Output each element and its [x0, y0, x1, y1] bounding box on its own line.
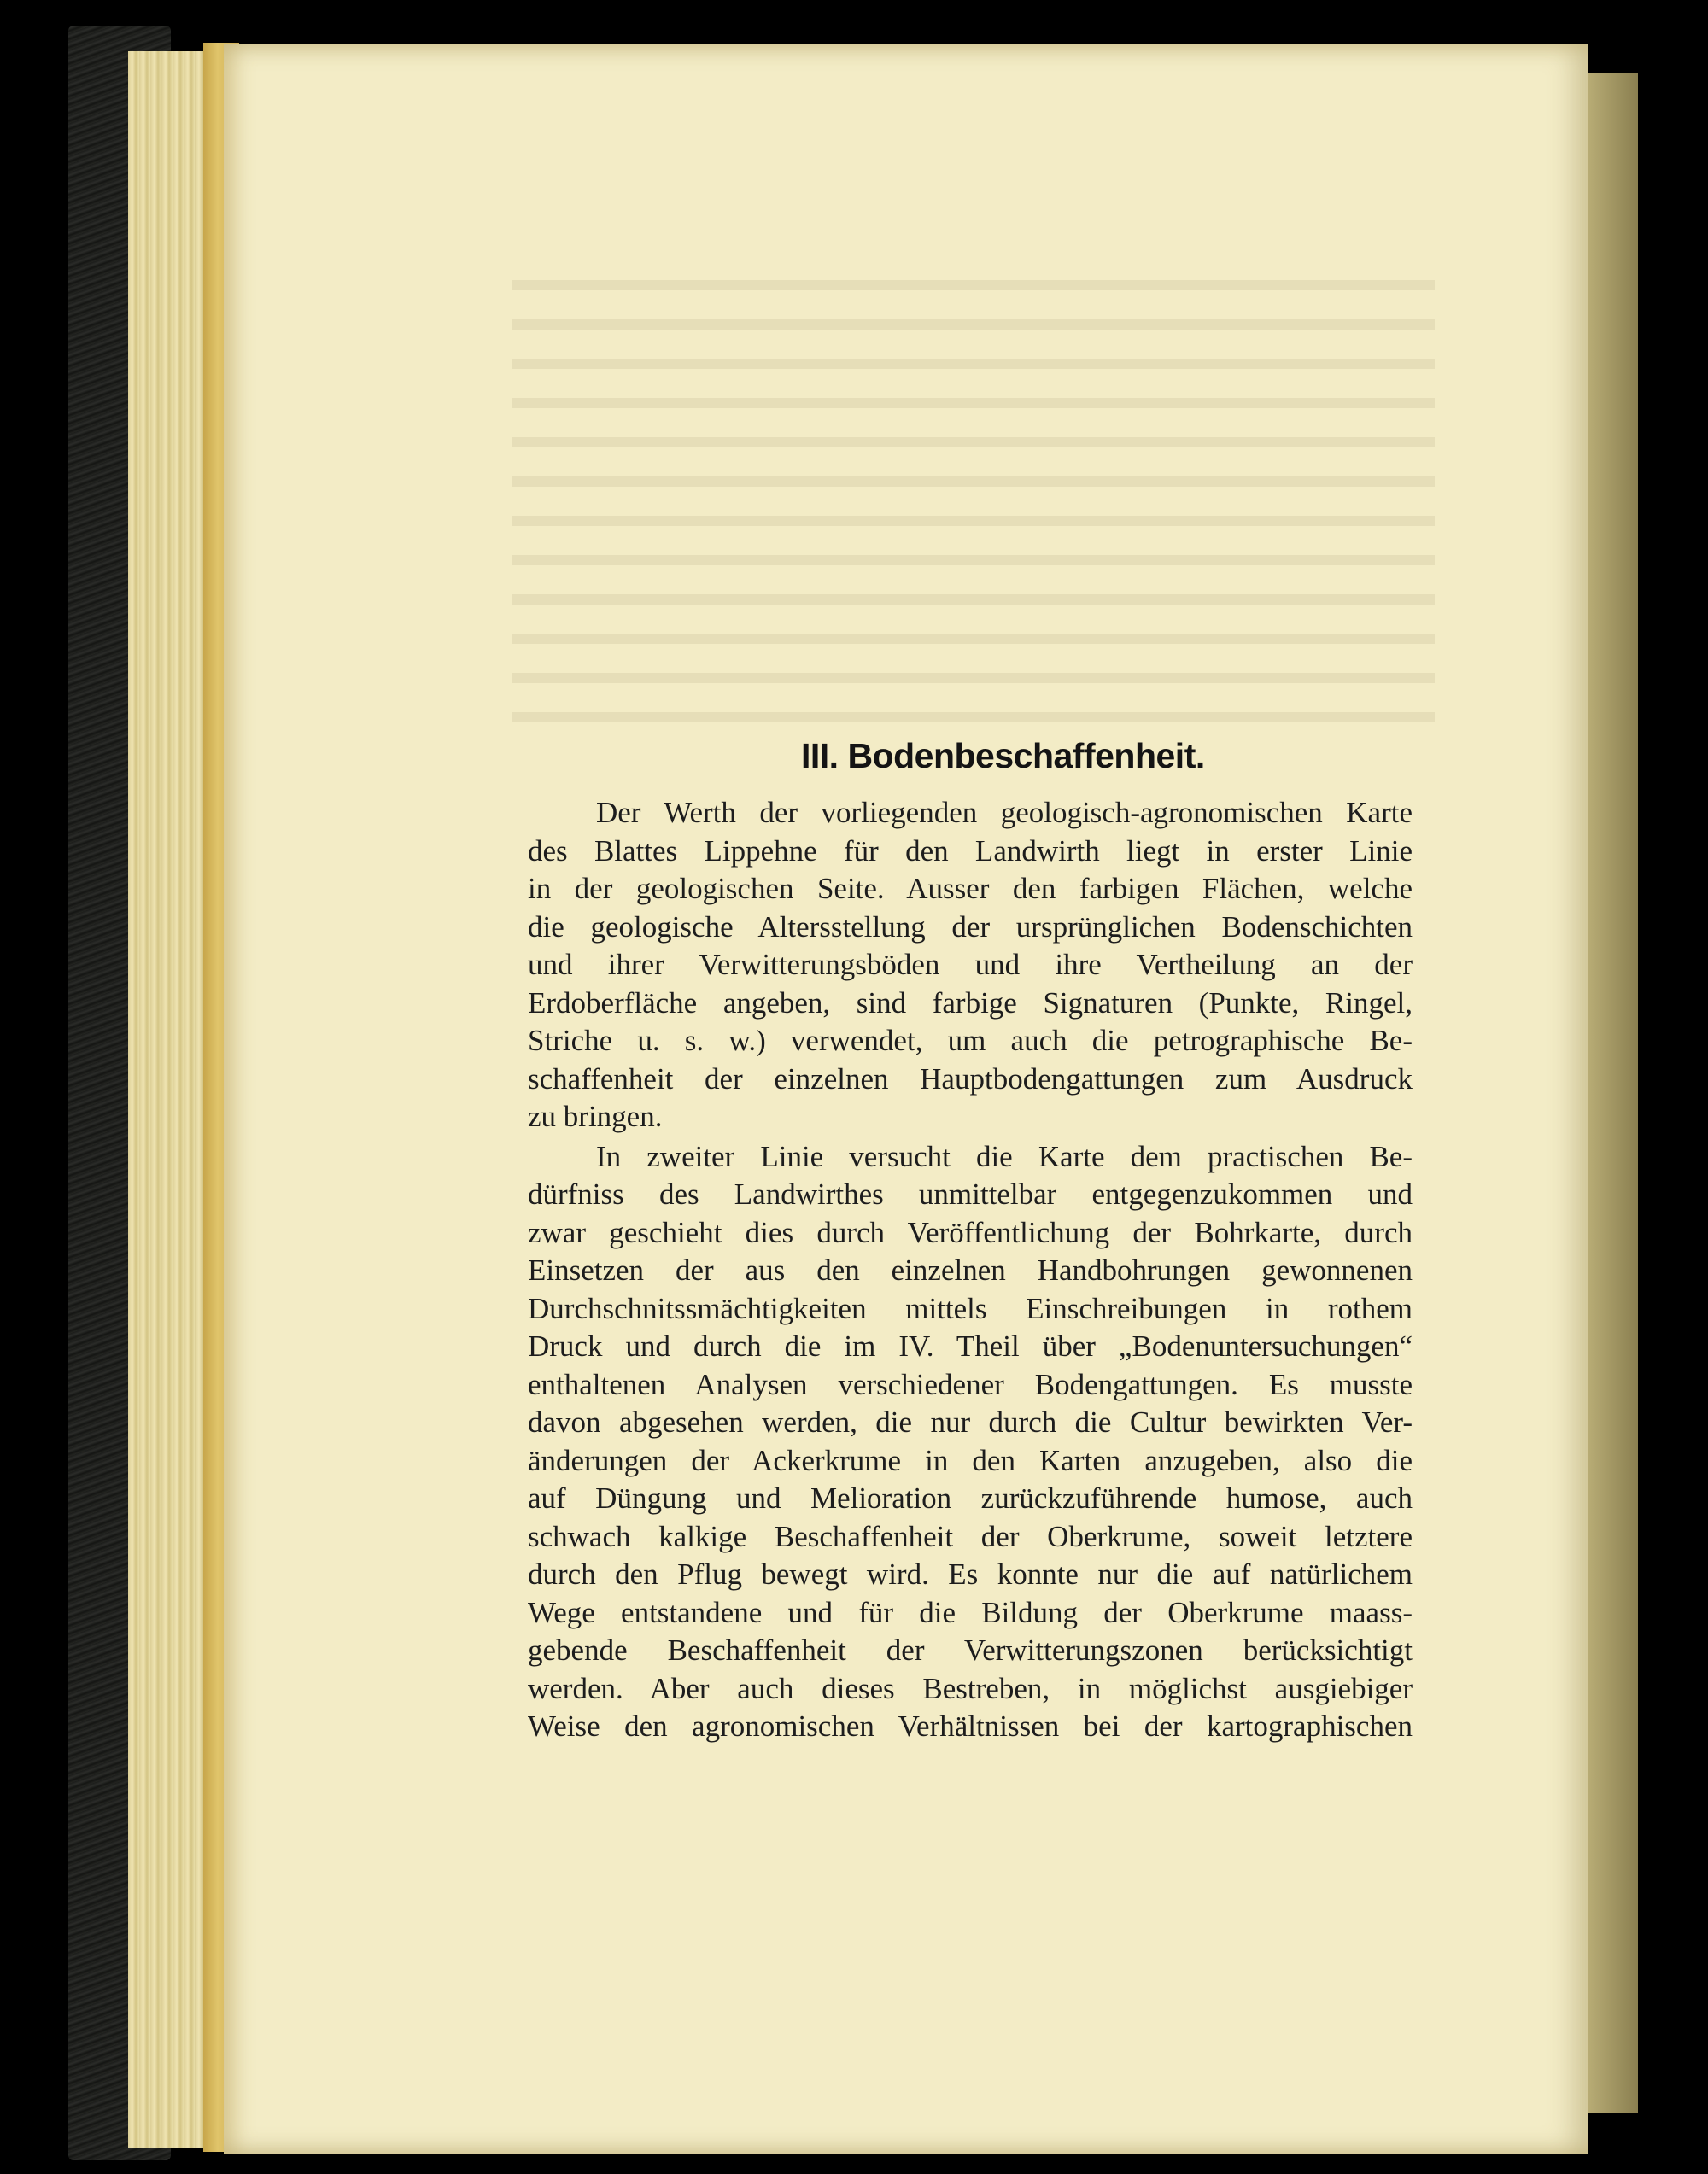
text-line: dürfniss des Landwirthes unmittelbar entgegenzukommen und [528, 1178, 1413, 1211]
text-line: und ihrer Verwitterungsböden und ihre Vertheilung an der [528, 948, 1413, 981]
text-line: Durchschnitssmächtigkeiten mittels Einschreibungen in rothem [528, 1291, 1413, 1325]
text-line: werden. Aber auch dieses Bestreben, in möglichst ausgiebiger [528, 1671, 1413, 1705]
paragraph-2 [528, 1138, 1413, 1746]
text-line: Der Werth der vorliegenden geologisch-agronomischen Karte [596, 796, 1413, 829]
text-line: des Blattes Lippehne für den Landwirth liegt in erster Linie [528, 833, 1413, 868]
facing-page-edge [1587, 73, 1638, 2113]
text-line: änderungen der Ackerkrume in den Karten anzugeben, also die [528, 1443, 1413, 1477]
text-line: Erdoberfläche angeben, sind farbige Signaturen (Punkte, Ringel, [528, 985, 1413, 1020]
text-line: Wege entstandene und für die Bildung der Oberkrume maass- [528, 1595, 1413, 1629]
text-line: gebende Beschaffenheit der Verwitterungszonen berücksichtigt [528, 1633, 1413, 1667]
text-line: schwach kalkige Beschaffenheit der Oberkrume, soweit letztere [528, 1519, 1413, 1553]
text-line: In zweiter Linie versucht die Karte dem practischen Be- [596, 1139, 1413, 1173]
text-line: enthaltenen Analysen verschiedener Bodengattungen. Es musste [528, 1367, 1413, 1401]
text-line: die geologische Altersstellung der ursprünglichen Bodenschichten [528, 909, 1413, 944]
text-line: Weise den agronomischen Verhältnissen bei der kartographischen [528, 1709, 1413, 1743]
section-heading: III. Bodenbeschaffenheit. [801, 736, 1205, 775]
text-line: durch den Pflug bewegt wird. Es konnte nur die auf natürlichem [528, 1557, 1413, 1591]
paragraph-1 [528, 794, 1413, 1137]
text-line: Druck und durch die im IV. Theil über „Bodenuntersuchungen“ [528, 1330, 1413, 1363]
text-line: schaffenheit der einzelnen Hauptbodengattungen zum Ausdruck [528, 1061, 1413, 1096]
text-line: zu bringen. [528, 1100, 663, 1133]
text-line: davon abgesehen werden, die nur durch die Cultur bewirkten Ver- [528, 1406, 1413, 1439]
text-line: Striche u. s. w.) verwendet, um auch die petrographische Be- [528, 1024, 1413, 1057]
text-line: in der geologischen Seite. Ausser den farbigen Flächen, welche [528, 872, 1413, 905]
text-line: auf Düngung und Melioration zurückzuführende humose, auch [528, 1481, 1413, 1515]
body-text [528, 794, 1413, 1746]
show-through-text [512, 256, 1435, 734]
text-line: Einsetzen der aus den einzelnen Handbohrungen gewonnenen [528, 1254, 1413, 1287]
text-line: zwar geschieht dies durch Veröffentlichung der Bohrkarte, durch [528, 1215, 1413, 1249]
